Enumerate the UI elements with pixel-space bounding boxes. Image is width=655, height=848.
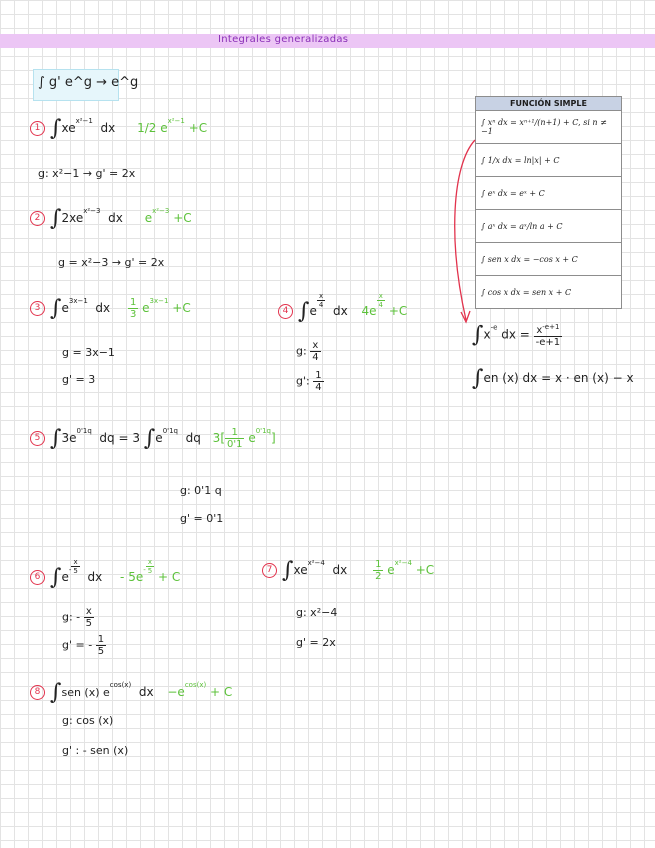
table-row: ∫ eˣ dx = eˣ + C <box>476 177 621 210</box>
ln-rule-note: ∫en (x) dx = x · en (x) − x <box>472 366 634 391</box>
exercise-6: 6 ∫e- $\frac{x}{5}$ dx - 5e- $\frac{x}{5}$ + C <box>30 558 180 590</box>
substitution: g = x²−3 → g' = 2x <box>58 256 165 269</box>
exercise-5: 5 $\int 3e^{0'1q}$ dq = 3 $\int e^{0'1q}$ dq 3[ $\frac{1}{0'1}$ $e^{0'1q}$] <box>30 426 276 451</box>
page-title: Integrales generalizadas <box>218 34 349 45</box>
table-row: ∫ sen x dx = −cos x + C <box>476 243 621 276</box>
exercise-number: 2 <box>30 211 45 226</box>
exercise-3: 3 $\int e^{3x-1}$ dx $\frac{1}{3}$ $e^{3x-1} +C$ <box>30 296 191 321</box>
exercise-4: 4 ∫e $\frac{x}{4}$ dx 4e $\frac{x}{4}$ +C <box>278 292 407 324</box>
exercise-number: 8 <box>30 685 45 700</box>
substitution: g: - $\frac{x}{5}$ <box>62 606 93 629</box>
substitution: g: 0'1 q <box>180 484 222 497</box>
integral-symbol: ∫ <box>472 366 484 391</box>
result: - 5e- $\frac{x}{5}$ + C <box>120 558 181 584</box>
substitution: g: x²−4 <box>296 606 338 619</box>
power-rule-note: $\int x^{-e}$ dx = $\frac{x^{-e+1}}{-e+1}$ <box>472 322 561 348</box>
substitution: g: x²−1 → g' = 2x <box>38 167 136 180</box>
table-row: ∫ cos x dx = sen x + C <box>481 287 572 297</box>
simple-functions-table <box>475 96 622 309</box>
derivative: g' = 0'1 <box>180 512 224 525</box>
derivative: g': $\frac{1}{4}$ <box>296 370 322 393</box>
exercise-8: 8 ∫sen (x) $e^{cos(x)}$ dx $-e^{cos(x)} + C$ <box>30 680 232 705</box>
result: $e^{x^2-3} +C$ <box>144 207 192 225</box>
derivative: g' = - $\frac{1}{5}$ <box>62 634 105 657</box>
exercise-1: 1 $\int xe^{x^2-1}$ dx 1/2 $e^{x^2-1} +C$ <box>30 116 207 141</box>
substitution: g: cos (x) <box>62 714 114 727</box>
result: $\frac{1}{2}$ $e^{x^2-4} +C$ <box>375 559 435 582</box>
table-row: ∫ aˣ dx = aˣ/ln a + C <box>476 210 621 243</box>
exercise-number: 1 <box>30 121 45 136</box>
result: 3[ $\frac{1}{0'1}$ $e^{0'1q}$] <box>212 427 276 450</box>
result: $-e^{cos(x)} + C$ <box>167 681 233 699</box>
derivative: g' = 3 <box>62 373 96 386</box>
exercise-7: 7 $\int xe^{x^2-4}$ dx $\frac{1}{2}$ $e^{x^2-4} +C$ <box>262 558 434 583</box>
integral-symbol: ∫ <box>472 322 484 348</box>
exercise-number: 4 <box>278 304 293 319</box>
exercise-number: 5 <box>30 431 45 446</box>
substitution: g = 3x−1 <box>62 346 115 359</box>
result: 1/2 $e^{x^2-1} +C$ <box>137 117 208 135</box>
table-row: ∫ xⁿ dx = xⁿ⁺¹/(n+1) + C, si n ≠ −1 <box>476 111 621 144</box>
fraction: $\frac{x^{-e+1}}{-e+1}$ <box>535 323 561 348</box>
table-header: FUNCIÓN SIMPLE <box>476 97 621 111</box>
exercise-number: 6 <box>30 570 45 585</box>
result: $\frac{1}{3}$ $e^{3x-1} +C$ <box>129 297 191 320</box>
result: 4e $\frac{x}{4}$ +C <box>361 292 408 318</box>
table-row: ∫ 1/x dx = ln|x| + C <box>476 144 621 177</box>
derivative: g' = 2x <box>296 636 336 649</box>
derivative: g' : - sen (x) <box>62 744 129 757</box>
rule-text: ∫ g' e^g → e^g <box>38 75 139 90</box>
exercise-number: 7 <box>262 563 277 578</box>
exercise-number: 3 <box>30 301 45 316</box>
substitution: g: $\frac{x}{4}$ <box>296 340 319 363</box>
exercise-2: 2 $\int 2xe^{x^2-3}$ dx $e^{x^2-3} +C$ <box>30 206 192 231</box>
